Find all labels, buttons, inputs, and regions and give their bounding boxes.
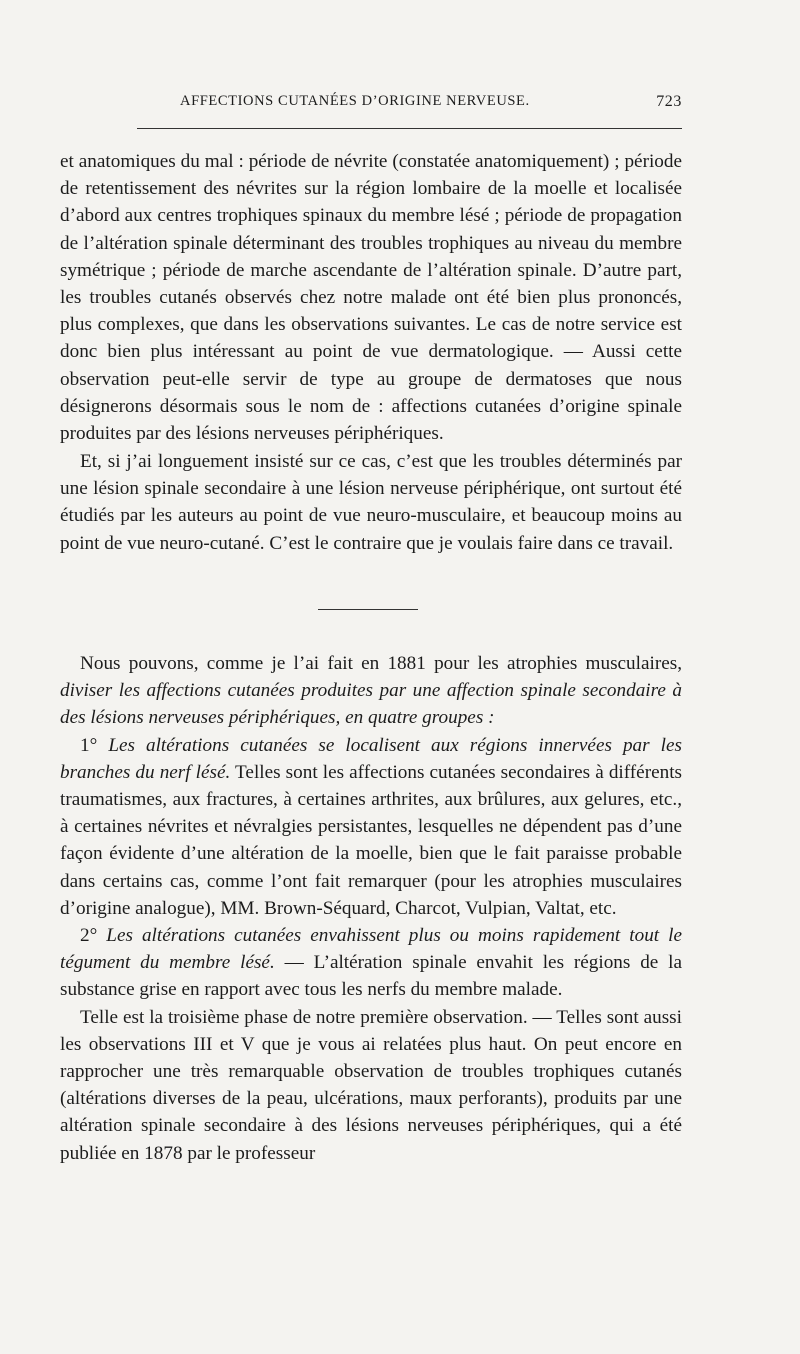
paragraph-3 (60, 650, 682, 732)
text-block-bottom (60, 650, 682, 1167)
item2-text: — L’altération spinale envahit les régions de la substance grise en rapport avec tous les nerfs du membre malade. (60, 952, 682, 1001)
header-rule (137, 128, 682, 129)
text-block-second (60, 448, 682, 557)
running-title: AFFECTIONS CUTANÉES D’ORIGINE NERVEUSE. (180, 93, 530, 109)
paragraph-2: Et, si j’ai longuement insisté sur ce cas, c’est que les troubles déterminés par une lésion spinale secondaire à une lésion nerveuse périphérique, ont surtout été étudiés par les auteurs au point de vue neuro-musculaire, et beaucoup moins au point de vue neuro-cutané. C’est le contraire que je voulais faire dans ce travail. (60, 451, 682, 554)
item2-number: 2° (80, 925, 107, 947)
para3-italic: diviser les affections cutanées produites par une affection spinale secondaire à des lésions nerveuses périphériques, en quatre groupes : (60, 680, 682, 729)
text-block-top (60, 148, 682, 447)
paragraph-4: Telle est la troisième phase de notre première observation. — Telles sont aussi les observations III et V que je vous ai relatées plus haut. On peut encore en rapprocher une très remarquable observation de troubles trophiques cutanés (altérations diverses de la peau, ulcérations, maux perforants), produits par une altération spinale secondaire à des lésions nerveuses périphériques, qui a été publiée en 1878 par le professeur (60, 1006, 682, 1164)
paragraph-1: et anatomiques du mal : période de névrite (constatée anatomiquement) ; période de retentissement des névrites sur la région lombaire de la moelle et localisée d’abord aux centres trophiques spinaux du membre lésé ; période de propagation de l’altération spinale déterminant des troubles trophiques au niveau du membre symétrique ; période de marche ascendante de l’altération spinale. D’autre part, les troubles cutanés observés chez notre malade ont été bien plus prononcés, plus complexes, que dans les observations suivantes. Le cas de notre service est donc bien plus intéressant au point de vue dermatologique. — Aussi cette observation peut-elle servir de type au groupe de dermatoses que nous désignerons désormais sous le nom de : affections cutanées d’origine spinale produites par des lésions nerveuses périphériques. (60, 151, 682, 445)
page-number: 723 (656, 93, 682, 110)
section-separator (318, 609, 418, 610)
item1-number: 1° (80, 734, 109, 756)
list-item-2 (60, 922, 682, 1004)
item1-heading: Les altérations cutanées se localisent aux régions innervées par les branches du nerf lésé. (60, 734, 682, 783)
para3-intro: Nous pouvons, comme je l’ai fait en 1881 pour les atrophies musculaires, (80, 653, 682, 674)
list-item-1 (60, 732, 682, 922)
item1-text: Telles sont les affections cutanées secondaires à différents traumatismes, aux fractures, à certaines arthrites, aux brûlures, aux gelures, etc., à certaines névrites et névralgies persistantes, lesquelles ne dépendent pas d’une façon évidente d’une altération de la moelle, bien que le fait paraisse probable dans certains cas, comme l’ont fait remarquer (pour les atrophies musculaires d’origine analogue), MM. Brown-Séquard, Charcot, Vulpian, Valtat, etc. (60, 761, 682, 919)
item2-heading: Les altérations cutanées envahissent plus ou moins rapidement tout le tégument du membre lésé. (60, 925, 682, 974)
